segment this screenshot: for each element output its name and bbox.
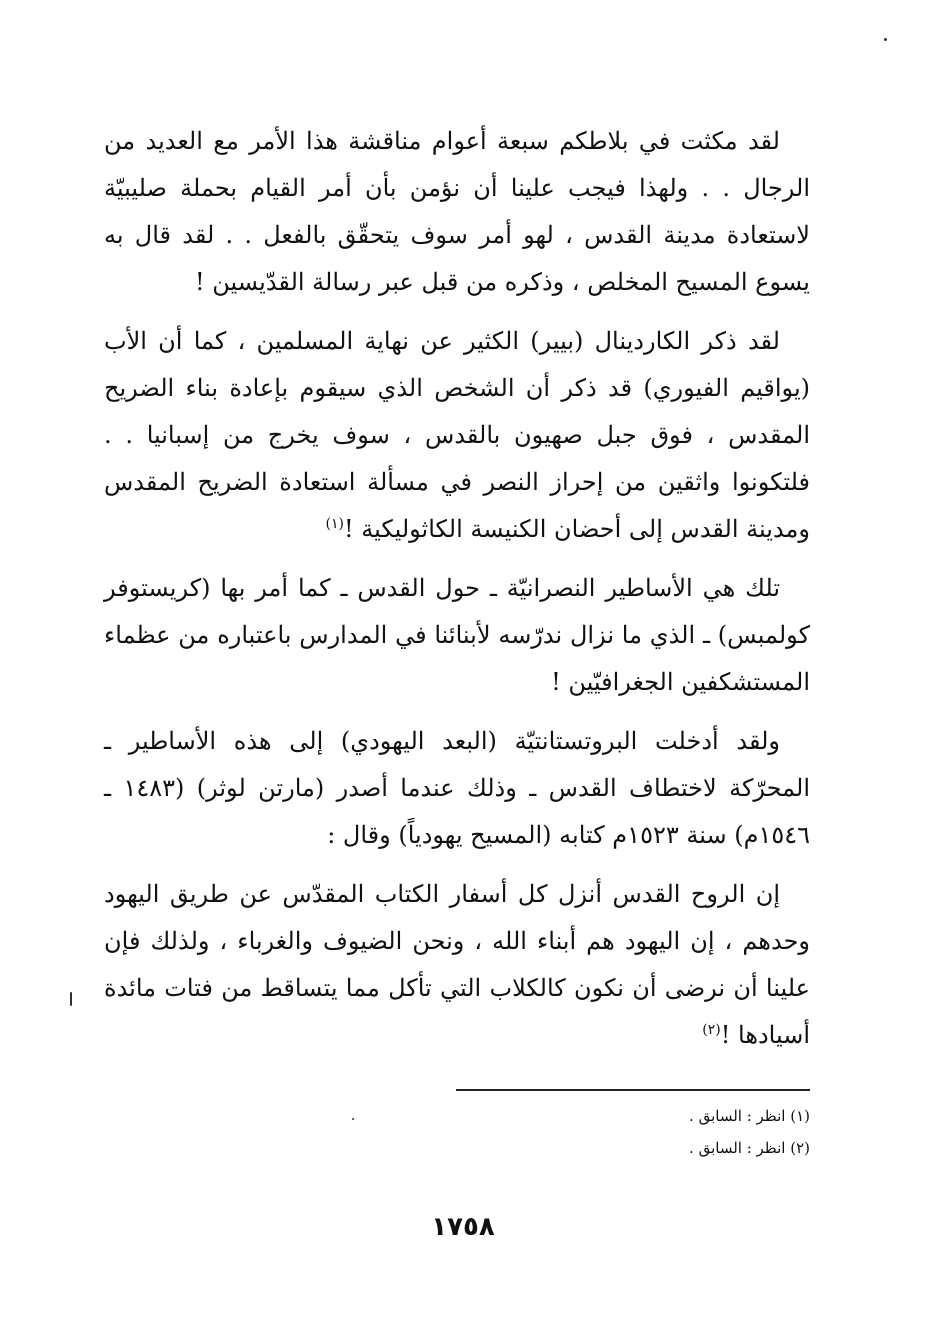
footnotes (456, 1100, 810, 1164)
paragraph-1-text: لقد مكثت في بلاطكم سبعة أعوام مناقشة هذا الأمر مع العديد من الرجال . . ولهذا فيجب علينا أن نؤمن بأن أمر القيام بحملة صليبيّة لاستعادة مدينة القدس ، لهو أمر سوف يتحقّق بالفعل . . لقد قال به يسوع المسيح المخلص ، وذكره من قبل عبر رسالة القدّيسين ! (104, 127, 810, 296)
paragraph-5-text: إن الروح القدس أنزل كل أسفار الكتاب المقدّس عن طريق اليهود وحدهم ، إن اليهود هم أبناء الله ، ونحن الضيوف والغرباء ، ولذلك فإن علينا أن نرضى أن نكون كالكلاب التي تأكل مما يتساقط من فتات مائدة أسيادها ! (104, 880, 810, 1049)
footnote-ref-1[interactable]: (١) (325, 516, 344, 532)
paragraph-2-text: لقد ذكر الكاردينال (بيير) الكثير عن نهاية المسلمين ، كما أن الأب (يواقيم الفيوري) قد ذكر أن الشخص الذي سيقوم بإعادة بناء الضريح المقدس ، فوق جبل صهيون بالقدس ، سوف يخرج من إسبانيا . . فلتكونوا واثقين من إحراز النصر في مسألة استعادة الضريح المقدس ومدينة القدس إلى أحضان الكنيسة الكاثوليكية ! (104, 327, 811, 543)
paragraph-3 (104, 565, 810, 706)
paragraph-3-text: تلك هي الأساطير النصرانيّة ـ حول القدس ـ كما أمر بها (كريستوفر كولمبس) ـ الذي ما نزال ندرّسه لأبنائنا في المدارس باعتباره من عظماء المستشكفين الجغرافيّين ! (104, 574, 810, 696)
footnote-ref-2[interactable]: (٢) (702, 1022, 721, 1038)
footnote-divider (456, 1089, 810, 1091)
paragraph-5 (104, 871, 810, 1059)
main-text (104, 118, 810, 1071)
scan-speck (352, 1118, 354, 1120)
scan-speck (70, 992, 72, 1006)
footnote-1: (١) انظر : السابق . (689, 1107, 810, 1125)
scan-speck (884, 38, 887, 41)
paragraph-1 (104, 118, 810, 306)
paragraph-4-text: ولقد أدخلت البروتستانتيّة (البعد اليهودي) إلى هذه الأساطير ـ المحرّكة لاختطاف القدس ـ وذلك عندما أصدر (مارتن لوثر) (١٤٨٣ ـ ١٥٤٦م) سنة ١٥٢٣م كتابه (المسيح يهودياً) وقال : (104, 727, 810, 849)
paragraph-2 (104, 318, 810, 553)
paragraph-4 (104, 718, 810, 859)
footnote-2: (٢) انظر : السابق . (689, 1139, 810, 1157)
page-number: ١٧٥٨ (431, 1212, 495, 1242)
